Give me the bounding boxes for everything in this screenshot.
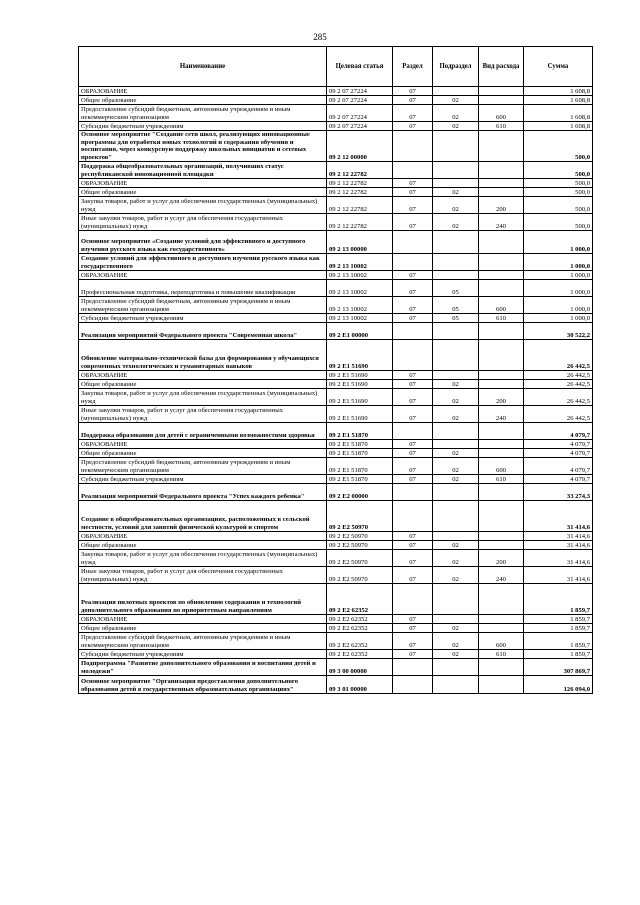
cell-subsection (433, 323, 479, 340)
cell-name: ОБРАЗОВАНИЕ (79, 440, 327, 449)
cell-subsection (433, 254, 479, 271)
table-row (79, 449, 593, 458)
cell-section: 07 (393, 96, 433, 105)
cell-section (393, 484, 433, 501)
cell-expense-type (479, 96, 524, 105)
cell-subsection: 02 (433, 475, 479, 484)
table-row (79, 501, 593, 532)
cell-code: 09 2 13 00000 (327, 231, 393, 254)
table-row (79, 676, 593, 694)
table-row (79, 475, 593, 484)
cell-sum: 500,0 (524, 214, 593, 231)
header-subsection: Подраздел (433, 47, 479, 87)
cell-expense-type (479, 676, 524, 694)
cell-code: 09 2 E1 51690 (327, 380, 393, 389)
table-row (79, 131, 593, 162)
cell-section: 07 (393, 615, 433, 624)
cell-expense-type: 240 (479, 567, 524, 584)
cell-expense-type: 200 (479, 197, 524, 214)
table-row (79, 188, 593, 197)
cell-expense-type: 610 (479, 475, 524, 484)
cell-section (393, 162, 433, 179)
cell-subsection (433, 131, 479, 162)
cell-subsection: 02 (433, 458, 479, 475)
cell-subsection: 05 (433, 280, 479, 297)
cell-sum: 33 274,3 (524, 484, 593, 501)
cell-code: 09 2 13 10002 (327, 254, 393, 271)
table-row (79, 271, 593, 280)
cell-section (393, 423, 433, 440)
cell-subsection: 02 (433, 567, 479, 584)
cell-sum: 1 859,7 (524, 615, 593, 624)
cell-name: ОБРАЗОВАНИЕ (79, 532, 327, 541)
cell-name: Закупка товаров, работ и услуг для обеспечения государственных (муниципальных) нужд (79, 389, 327, 406)
cell-name: ОБРАЗОВАНИЕ (79, 179, 327, 188)
cell-name: Основное мероприятие "Создание сети школ, реализующих инновационные программы для отработки новых технологий и содержания обучения и воспитания, через конкурсную поддержку школьных инициатив и сетевых проектов" (79, 131, 327, 162)
cell-sum: 1 859,7 (524, 633, 593, 650)
table-row (79, 458, 593, 475)
cell-name: Предоставление субсидий бюджетным, автономным учреждениям и иным некоммерческим организациям (79, 633, 327, 650)
cell-subsection: 02 (433, 449, 479, 458)
cell-sum: 307 869,7 (524, 659, 593, 676)
cell-subsection (433, 162, 479, 179)
cell-name: Общее образование (79, 449, 327, 458)
cell-sum: 4 079,7 (524, 449, 593, 458)
cell-sum: 1 608,8 (524, 105, 593, 122)
cell-expense-type (479, 271, 524, 280)
table-row (79, 197, 593, 214)
cell-code: 09 2 E1 51690 (327, 371, 393, 380)
cell-sum: 4 079,7 (524, 458, 593, 475)
cell-section: 07 (393, 650, 433, 659)
cell-name: ОБРАЗОВАНИЕ (79, 371, 327, 380)
table-row (79, 314, 593, 323)
cell-section (393, 501, 433, 532)
cell-subsection: 05 (433, 314, 479, 323)
cell-expense-type: 200 (479, 550, 524, 567)
cell-code: 09 2 E1 51690 (327, 406, 393, 423)
cell-section: 07 (393, 105, 433, 122)
table-row (79, 550, 593, 567)
cell-expense-type (479, 254, 524, 271)
cell-code: 09 2 07 27224 (327, 87, 393, 96)
cell-sum: 1 608,8 (524, 87, 593, 96)
cell-subsection: 02 (433, 380, 479, 389)
cell-section: 07 (393, 624, 433, 633)
cell-name: Реализация мероприятий Федерального проекта "Успех каждого ребенка" (79, 484, 327, 501)
cell-section (393, 340, 433, 371)
cell-section: 07 (393, 188, 433, 197)
table-row (79, 323, 593, 340)
cell-sum: 1 000,0 (524, 254, 593, 271)
cell-code: 09 2 E2 00000 (327, 484, 393, 501)
cell-subsection: 02 (433, 550, 479, 567)
cell-expense-type (479, 380, 524, 389)
cell-expense-type: 610 (479, 650, 524, 659)
cell-subsection: 02 (433, 96, 479, 105)
cell-code: 09 2 13 10002 (327, 314, 393, 323)
cell-subsection: 02 (433, 188, 479, 197)
cell-name: Закупка товаров, работ и услуг для обеспечения государственных (муниципальных) нужд (79, 197, 327, 214)
table-row (79, 87, 593, 96)
cell-code: 09 2 13 10002 (327, 297, 393, 314)
cell-name: Иные закупки товаров, работ и услуг для обеспечения государственных (муниципальных) нужд (79, 567, 327, 584)
cell-sum: 1 859,7 (524, 650, 593, 659)
header-code: Целевая статья (327, 47, 393, 87)
cell-subsection: 02 (433, 624, 479, 633)
cell-section: 07 (393, 297, 433, 314)
cell-sum: 500,0 (524, 179, 593, 188)
cell-name: Предоставление субсидий бюджетным, автономным учреждениям и иным некоммерческим организациям (79, 297, 327, 314)
cell-name: Общее образование (79, 541, 327, 550)
cell-code: 09 3 01 00000 (327, 676, 393, 694)
table-row (79, 122, 593, 131)
cell-name: Поддержка образования для детей с ограниченными возможностями здоровья (79, 423, 327, 440)
cell-subsection (433, 615, 479, 624)
cell-code: 09 2 07 27224 (327, 122, 393, 131)
header-name: Наименование (79, 47, 327, 87)
cell-code: 09 2 12 22782 (327, 214, 393, 231)
table-row (79, 389, 593, 406)
cell-expense-type: 240 (479, 406, 524, 423)
cell-subsection: 02 (433, 406, 479, 423)
cell-section: 07 (393, 475, 433, 484)
cell-sum: 1 000,0 (524, 314, 593, 323)
table-row (79, 567, 593, 584)
cell-section (393, 659, 433, 676)
table-row (79, 659, 593, 676)
cell-expense-type (479, 423, 524, 440)
cell-code: 09 2 E2 50970 (327, 501, 393, 532)
cell-code: 09 2 07 27224 (327, 105, 393, 122)
cell-code: 09 2 07 27224 (327, 96, 393, 105)
cell-name: Обновление материально-технической базы для формирования у обучающихся современных технологических и гуманитарных навыков (79, 340, 327, 371)
cell-expense-type (479, 449, 524, 458)
cell-subsection (433, 484, 479, 501)
cell-name: Общее образование (79, 96, 327, 105)
table-row (79, 179, 593, 188)
table-row (79, 406, 593, 423)
cell-expense-type (479, 87, 524, 96)
cell-name: Создание условий для эффективного и доступного изучения русского языка как государственного (79, 254, 327, 271)
table-row (79, 214, 593, 231)
cell-expense-type (479, 162, 524, 179)
cell-subsection (433, 371, 479, 380)
cell-expense-type (479, 584, 524, 615)
cell-name: Общее образование (79, 188, 327, 197)
cell-name: Реализация мероприятий Федерального проекта "Современная школа" (79, 323, 327, 340)
cell-name: ОБРАЗОВАНИЕ (79, 271, 327, 280)
cell-expense-type: 610 (479, 122, 524, 131)
table-row (79, 254, 593, 271)
cell-name: Закупка товаров, работ и услуг для обеспечения государственных (муниципальных) нужд (79, 550, 327, 567)
cell-code: 09 2 12 00000 (327, 131, 393, 162)
cell-section: 07 (393, 271, 433, 280)
cell-expense-type: 240 (479, 214, 524, 231)
cell-expense-type: 600 (479, 633, 524, 650)
cell-sum: 31 414,6 (524, 567, 593, 584)
cell-code: 09 2 E2 62352 (327, 615, 393, 624)
cell-code: 09 2 E1 51870 (327, 423, 393, 440)
cell-section (393, 254, 433, 271)
cell-section (393, 131, 433, 162)
cell-name: Субсидии бюджетным учреждениям (79, 314, 327, 323)
cell-section (393, 584, 433, 615)
cell-sum: 500,0 (524, 188, 593, 197)
cell-code: 09 2 E2 62352 (327, 584, 393, 615)
table-row (79, 340, 593, 371)
cell-section: 07 (393, 214, 433, 231)
cell-sum: 500,0 (524, 162, 593, 179)
cell-subsection: 02 (433, 122, 479, 131)
table-row (79, 423, 593, 440)
cell-subsection (433, 340, 479, 371)
page-number: 285 (313, 32, 327, 42)
cell-subsection (433, 532, 479, 541)
cell-expense-type (479, 280, 524, 297)
cell-section: 07 (393, 449, 433, 458)
cell-subsection (433, 440, 479, 449)
cell-sum: 26 442,5 (524, 406, 593, 423)
cell-section: 07 (393, 314, 433, 323)
cell-sum: 1 859,7 (524, 584, 593, 615)
cell-expense-type (479, 541, 524, 550)
cell-section: 07 (393, 633, 433, 650)
cell-subsection (433, 676, 479, 694)
budget-table (78, 46, 593, 694)
cell-subsection: 02 (433, 389, 479, 406)
cell-subsection: 02 (433, 105, 479, 122)
table-row (79, 541, 593, 550)
cell-name: Поддержка общеобразовательных организаций, получивших статус республиканской инновационной площадки (79, 162, 327, 179)
cell-section (393, 323, 433, 340)
cell-sum: 1 608,8 (524, 96, 593, 105)
cell-name: Предоставление субсидий бюджетным, автономным учреждениям и иным некоммерческим организациям (79, 458, 327, 475)
header-sum: Сумма (524, 47, 593, 87)
cell-expense-type (479, 615, 524, 624)
table-row (79, 584, 593, 615)
cell-name: Предоставление субсидий бюджетным, автономным учреждениям и иным некоммерческим организациям (79, 105, 327, 122)
cell-subsection: 02 (433, 633, 479, 650)
table-row (79, 280, 593, 297)
cell-expense-type: 200 (479, 389, 524, 406)
cell-sum: 4 079,7 (524, 475, 593, 484)
cell-name: Иные закупки товаров, работ и услуг для обеспечения государственных (муниципальных) нужд (79, 214, 327, 231)
cell-subsection: 02 (433, 197, 479, 214)
cell-expense-type (479, 188, 524, 197)
header-expense-type: Вид расхода (479, 47, 524, 87)
cell-code: 09 2 13 10002 (327, 271, 393, 280)
cell-name: Общее образование (79, 380, 327, 389)
cell-sum: 500,0 (524, 197, 593, 214)
cell-code: 09 2 E2 62352 (327, 624, 393, 633)
cell-sum: 4 079,7 (524, 423, 593, 440)
cell-sum: 26 442,5 (524, 371, 593, 380)
cell-subsection (433, 179, 479, 188)
cell-expense-type (479, 340, 524, 371)
cell-section: 07 (393, 87, 433, 96)
cell-name: Субсидии бюджетным учреждениям (79, 122, 327, 131)
cell-code: 09 2 12 22782 (327, 162, 393, 179)
cell-expense-type (479, 231, 524, 254)
cell-expense-type (479, 323, 524, 340)
cell-subsection (433, 271, 479, 280)
cell-name: Общее образование (79, 624, 327, 633)
cell-name: Субсидии бюджетным учреждениям (79, 650, 327, 659)
cell-code: 09 2 12 22782 (327, 188, 393, 197)
cell-code: 09 3 00 00000 (327, 659, 393, 676)
cell-subsection: 02 (433, 214, 479, 231)
cell-sum: 1 859,7 (524, 624, 593, 633)
cell-section (393, 676, 433, 694)
table-row (79, 105, 593, 122)
cell-expense-type: 600 (479, 458, 524, 475)
cell-section: 07 (393, 550, 433, 567)
cell-subsection: 02 (433, 650, 479, 659)
table-row (79, 371, 593, 380)
cell-expense-type (479, 371, 524, 380)
cell-expense-type (479, 440, 524, 449)
cell-code: 09 2 13 10002 (327, 280, 393, 297)
cell-section: 07 (393, 458, 433, 475)
cell-code: 09 2 E2 62352 (327, 633, 393, 650)
cell-subsection (433, 423, 479, 440)
cell-code: 09 2 12 22782 (327, 179, 393, 188)
cell-name: Иные закупки товаров, работ и услуг для обеспечения государственных (муниципальных) нужд (79, 406, 327, 423)
table-row (79, 650, 593, 659)
table-row (79, 162, 593, 179)
cell-code: 09 2 E1 51870 (327, 449, 393, 458)
cell-sum: 31 414,6 (524, 541, 593, 550)
cell-expense-type: 610 (479, 314, 524, 323)
cell-name: Основное мероприятие "Организация предоставления дополнительного образования детей в государственных образовательных организациях" (79, 676, 327, 694)
cell-code: 09 2 E1 51870 (327, 440, 393, 449)
cell-sum: 1 000,0 (524, 280, 593, 297)
cell-name: Субсидии бюджетным учреждениям (79, 475, 327, 484)
cell-section: 07 (393, 567, 433, 584)
cell-sum: 1 000,0 (524, 271, 593, 280)
cell-expense-type (479, 501, 524, 532)
table-row (79, 633, 593, 650)
cell-sum: 1 608,8 (524, 122, 593, 131)
cell-sum: 126 094,0 (524, 676, 593, 694)
table-row (79, 440, 593, 449)
table-row (79, 484, 593, 501)
cell-expense-type (479, 624, 524, 633)
table-row (79, 624, 593, 633)
cell-name: ОБРАЗОВАНИЕ (79, 87, 327, 96)
cell-sum: 500,0 (524, 131, 593, 162)
table-row (79, 532, 593, 541)
table-row (79, 231, 593, 254)
cell-name: Создание в общеобразовательных организациях, расположенных в сельской местности, условий для занятий физической культурой и спортом (79, 501, 327, 532)
cell-code: 09 2 E1 51690 (327, 340, 393, 371)
header-section: Раздел (393, 47, 433, 87)
table-body (79, 87, 593, 694)
cell-code: 09 2 E2 50970 (327, 567, 393, 584)
cell-subsection (433, 231, 479, 254)
cell-subsection (433, 501, 479, 532)
cell-section: 07 (393, 371, 433, 380)
table-header-row (79, 47, 593, 87)
cell-sum: 31 414,6 (524, 550, 593, 567)
cell-sum: 26 442,5 (524, 389, 593, 406)
cell-section: 07 (393, 122, 433, 131)
cell-expense-type (479, 532, 524, 541)
cell-section: 07 (393, 532, 433, 541)
cell-sum: 26 442,5 (524, 380, 593, 389)
cell-section: 07 (393, 197, 433, 214)
cell-expense-type (479, 659, 524, 676)
cell-code: 09 2 E2 62352 (327, 650, 393, 659)
cell-subsection: 05 (433, 297, 479, 314)
cell-code: 09 2 E1 51690 (327, 389, 393, 406)
cell-section (393, 231, 433, 254)
cell-expense-type (479, 179, 524, 188)
cell-expense-type (479, 484, 524, 501)
cell-code: 09 2 E1 51870 (327, 475, 393, 484)
cell-sum: 1 000,0 (524, 297, 593, 314)
cell-sum: 30 522,2 (524, 323, 593, 340)
table-row (79, 96, 593, 105)
cell-code: 09 2 E1 00000 (327, 323, 393, 340)
cell-code: 09 2 E1 51870 (327, 458, 393, 475)
cell-section: 07 (393, 179, 433, 188)
cell-sum: 31 414,6 (524, 501, 593, 532)
cell-section: 07 (393, 280, 433, 297)
cell-subsection (433, 659, 479, 676)
cell-section: 07 (393, 406, 433, 423)
cell-sum: 31 414,6 (524, 532, 593, 541)
cell-code: 09 2 12 22782 (327, 197, 393, 214)
cell-section: 07 (393, 389, 433, 406)
cell-subsection: 02 (433, 541, 479, 550)
cell-subsection (433, 87, 479, 96)
cell-expense-type: 600 (479, 297, 524, 314)
cell-subsection (433, 584, 479, 615)
cell-name: Основное мероприятие «Создание условий для эффективного и доступного изучения русского языка как государственного» (79, 231, 327, 254)
cell-sum: 26 442,5 (524, 340, 593, 371)
cell-section: 07 (393, 380, 433, 389)
table-row (79, 297, 593, 314)
cell-section: 07 (393, 541, 433, 550)
table-row (79, 615, 593, 624)
cell-expense-type: 600 (479, 105, 524, 122)
cell-expense-type (479, 131, 524, 162)
table-row (79, 380, 593, 389)
cell-code: 09 2 E2 50970 (327, 550, 393, 567)
cell-section: 07 (393, 440, 433, 449)
cell-code: 09 2 E2 50970 (327, 541, 393, 550)
cell-sum: 4 079,7 (524, 440, 593, 449)
cell-name: Реализация пилотных проектов по обновлению содержания и технологий дополнительного образования по приоритетным направлениям (79, 584, 327, 615)
cell-name: Подпрограмма "Развитие дополнительного образования и воспитания детей и молодежи" (79, 659, 327, 676)
cell-name: Профессиональная подготовка, переподготовка и повышение квалификации (79, 280, 327, 297)
cell-sum: 1 000,0 (524, 231, 593, 254)
cell-name: ОБРАЗОВАНИЕ (79, 615, 327, 624)
cell-code: 09 2 E2 50970 (327, 532, 393, 541)
